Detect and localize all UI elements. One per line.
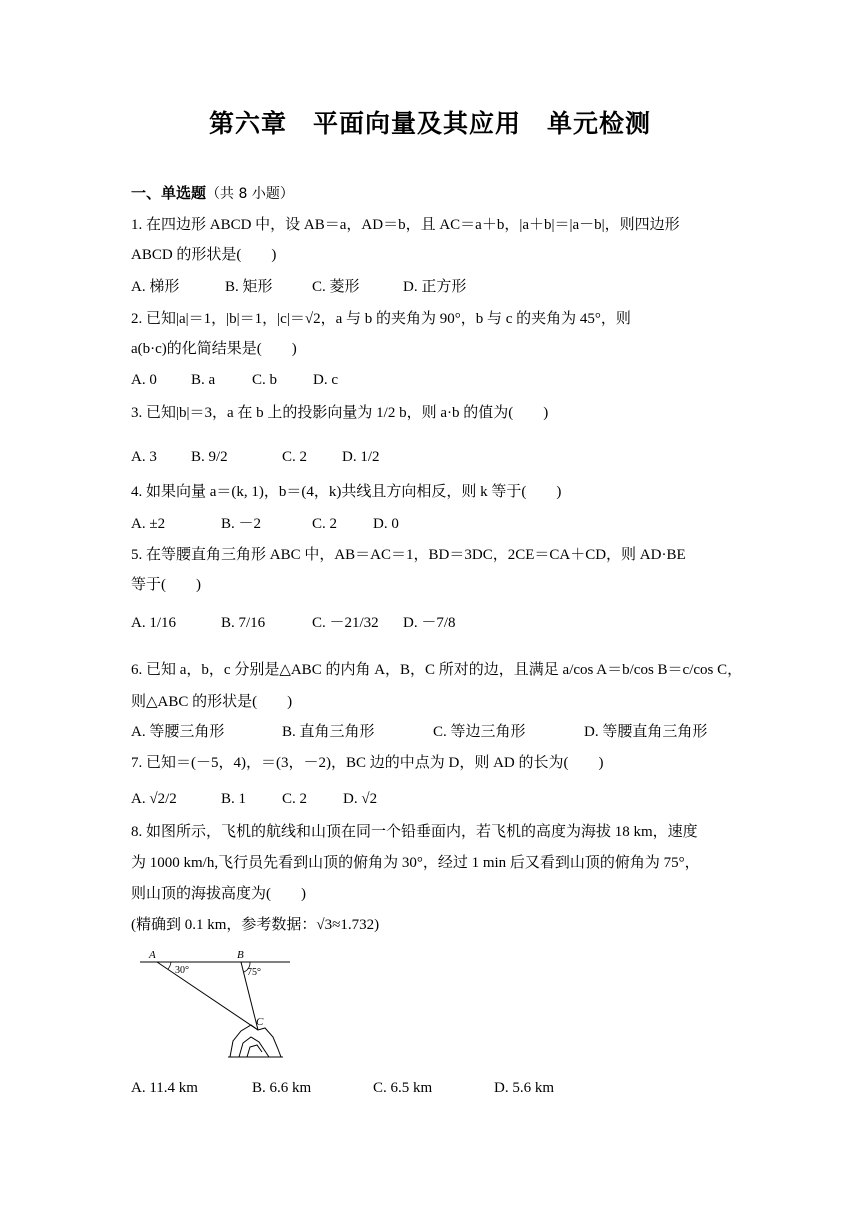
q1-stem-line1: 1. 在四边形 ABCD 中，设 AB＝a，AD＝b，且 AC＝a＋b，|a＋b|＝|a－b|，则四边形: [131, 217, 680, 233]
q2-stem-line2: a(b·c)的化简结果是( ): [131, 341, 297, 357]
q7-option-d: D. √2: [343, 791, 378, 807]
q1-option-d: D. 正方形: [403, 279, 467, 295]
q5-stem-line2: 等于( ): [131, 577, 201, 593]
angle-a-label: 30°: [175, 965, 189, 976]
q3-option-d: D. 1/2: [342, 449, 380, 465]
q5-stem-line1: 5. 在等腰直角三角形 ABC 中，AB＝AC＝1，BD＝3DC，2CE＝CA＋CD，则 AD·BE: [131, 547, 686, 563]
q8-stem-line2: 为 1000 km/h,飞行员先看到山顶的俯角为 30°，经过 1 min 后又看到山顶的俯角为 75°，: [131, 855, 700, 871]
page-title: 第六章 平面向量及其应用 单元检测: [208, 109, 651, 138]
q2-option-b: B. a: [191, 372, 216, 388]
q4-option-a: A. ±2: [131, 516, 166, 532]
q7-option-b: B. 1: [221, 791, 247, 807]
point-b-label: B: [237, 949, 244, 961]
q3-option-a: A. 3: [131, 449, 157, 465]
angle-arc-a: [168, 962, 171, 969]
mountain-inner-ridge-2: [247, 1045, 262, 1057]
q5-option-a: A. 1/16: [131, 615, 176, 631]
q5-options: [131, 613, 456, 633]
q8-option-d: D. 5.6 km: [494, 1080, 554, 1096]
q6-stem-line2: 则△ABC 的形状是( ): [131, 694, 293, 710]
q8-option-c: C. 6.5 km: [373, 1080, 433, 1096]
q3-option-b: B. 9/2: [191, 449, 228, 465]
sightline-a: [157, 962, 258, 1030]
q4-stem: 4. 如果向量 a＝(k, 1)，b＝(4，k)共线且方向相反，则 k 等于( ): [131, 484, 562, 500]
mountain-inner-ridge: [239, 1037, 269, 1057]
point-c-label: C: [256, 1016, 264, 1028]
q1-stem-line2: ABCD 的形状是( ): [131, 247, 277, 263]
q5-option-d: D. －7/8: [403, 615, 456, 631]
section-note: （共 8 小题）: [206, 186, 294, 202]
q4-option-d: D. 0: [373, 516, 399, 532]
q4-option-b: B. －2: [221, 516, 262, 532]
q2-option-c: C. b: [252, 372, 278, 388]
q8-stem-line3: 则山顶的海拔高度为( ): [131, 886, 306, 902]
q4-options: [131, 514, 399, 534]
section-label: 一、单选题: [131, 184, 207, 202]
q6-stem-line1: 6. 已知 a，b，c 分别是△ABC 的内角 A，B，C 所对的边，且满足 a/cos A＝b/cos B＝c/cos C，: [131, 662, 743, 678]
angle-b-label: 75°: [247, 967, 261, 978]
q7-option-c: C. 2: [282, 791, 308, 807]
q2-option-a: A. 0: [131, 372, 157, 388]
q7-stem: 7. 已知＝(－5，4)，＝(3，－2)，BC 边的中点为 D，则 AD 的长为( ): [131, 755, 604, 771]
q2-stem-line1: 2. 已知|a|＝1，|b|＝1，|c|＝√2，a 与 b 的夹角为 90°，b 与 c 的夹角为 45°，则: [131, 311, 631, 327]
airplane-mountain-figure: [135, 945, 295, 1065]
q1-option-c: C. 菱形: [312, 279, 360, 295]
q8-stem-line1: 8. 如图所示，飞机的航线和山顶在同一个铅垂面内，若飞机的高度为海拔 18 km，速度: [131, 824, 698, 840]
q7-options: [131, 789, 377, 809]
q6-option-a: A. 等腰三角形: [131, 724, 225, 740]
q5-option-c: C. －21/32: [312, 615, 379, 631]
q3-options: [131, 447, 380, 467]
q2-options: [131, 370, 338, 390]
q8-option-b: B. 6.6 km: [252, 1080, 312, 1096]
q3-option-c: C. 2: [282, 449, 308, 465]
section-header: [131, 183, 294, 204]
mountain-outline: [230, 1025, 281, 1057]
q4-option-c: C. 2: [312, 516, 338, 532]
q2-option-d: D. c: [313, 372, 338, 388]
q1-option-a: A. 梯形: [131, 279, 180, 295]
q6-option-b: B. 直角三角形: [282, 724, 375, 740]
q1-option-b: B. 矩形: [225, 279, 273, 295]
q1-options: [131, 277, 466, 297]
q8-option-a: A. 11.4 km: [131, 1080, 198, 1096]
q8-reference-data: (精确到 0.1 km，参考数据：√3≈1.732): [131, 917, 380, 933]
q7-option-a: A. √2/2: [131, 791, 177, 807]
q5-option-b: B. 7/16: [221, 615, 266, 631]
q8-options: [131, 1078, 554, 1098]
q6-options: [131, 722, 707, 742]
point-a-label: A: [149, 949, 156, 961]
q3-stem: 3. 已知|b|＝3，a 在 b 上的投影向量为 1/2 b，则 a·b 的值为( ): [131, 405, 549, 421]
q6-option-c: C. 等边三角形: [433, 724, 526, 740]
q6-option-d: D. 等腰直角三角形: [584, 724, 708, 740]
